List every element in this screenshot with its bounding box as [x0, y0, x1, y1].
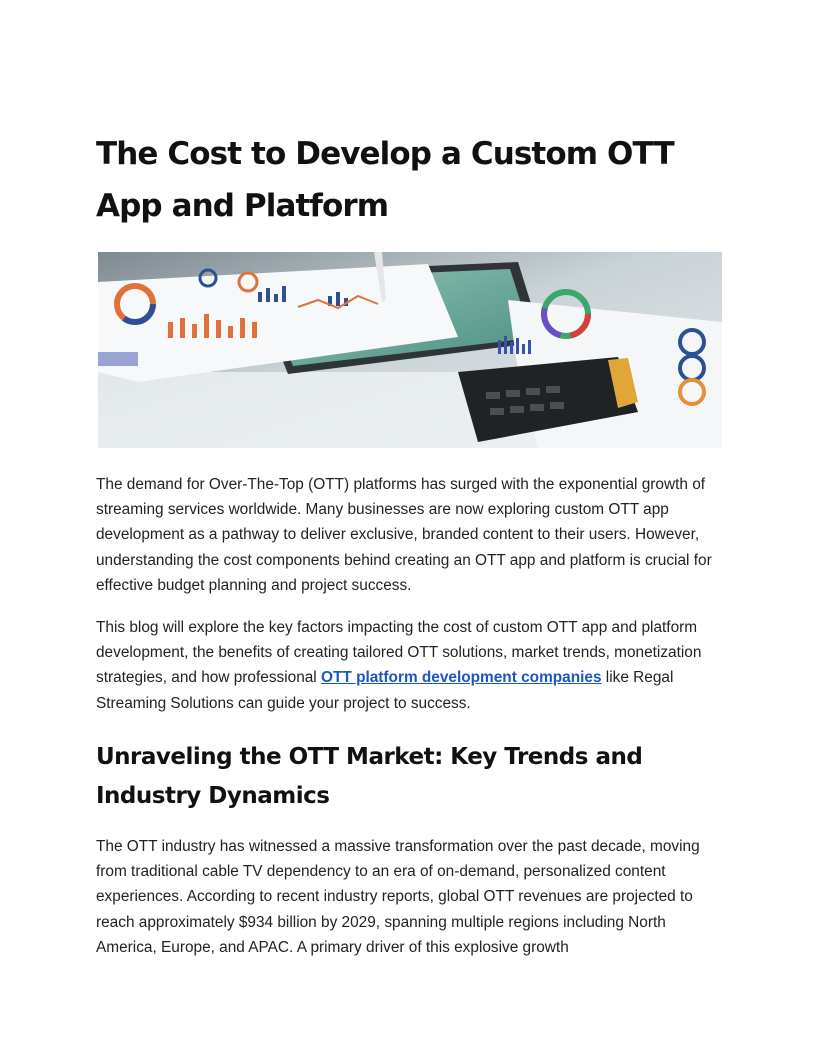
ott-platform-development-link[interactable]: OTT platform development companies	[321, 669, 602, 687]
market-paragraph: The OTT industry has witnessed a massive transformation over the past decade, moving from traditional cable TV dependency to an era of on-demand, personalized content experiences. According to recent industry reports, global OTT revenues are projected to reach approximately $934 billion by 2029, spanning multiple regions including North America, Europe, and APAC. A primary driver of this explosive growth	[96, 838, 700, 956]
page-title: The Cost to Develop a Custom OTT App and Platform	[96, 136, 674, 224]
blog-overview-paragraph	[96, 615, 720, 716]
analytics-desk-photo-icon	[98, 252, 722, 448]
intro-paragraph: The demand for Over-The-Top (OTT) platforms has surged with the exponential growth of streaming services worldwide. Many businesses are now exploring custom OTT app development as a pathway to deliver exclusive, branded content to their users. However, understanding the cost components behind creating an OTT app and platform is crucial for effective budget planning and project success.	[96, 476, 712, 594]
hero-image	[98, 252, 722, 448]
section-heading: Unraveling the OTT Market: Key Trends and Industry Dynamics	[96, 744, 643, 809]
overview-text-before-link: This blog will explore the key factors impacting the cost of custom OTT app and platform development, the benefits of creating tailored OTT solutions, market trends, monetization strategies, and how professional	[96, 619, 702, 687]
overview-text-after-link: like Regal Streaming Solutions can guide your project to success.	[96, 669, 674, 712]
